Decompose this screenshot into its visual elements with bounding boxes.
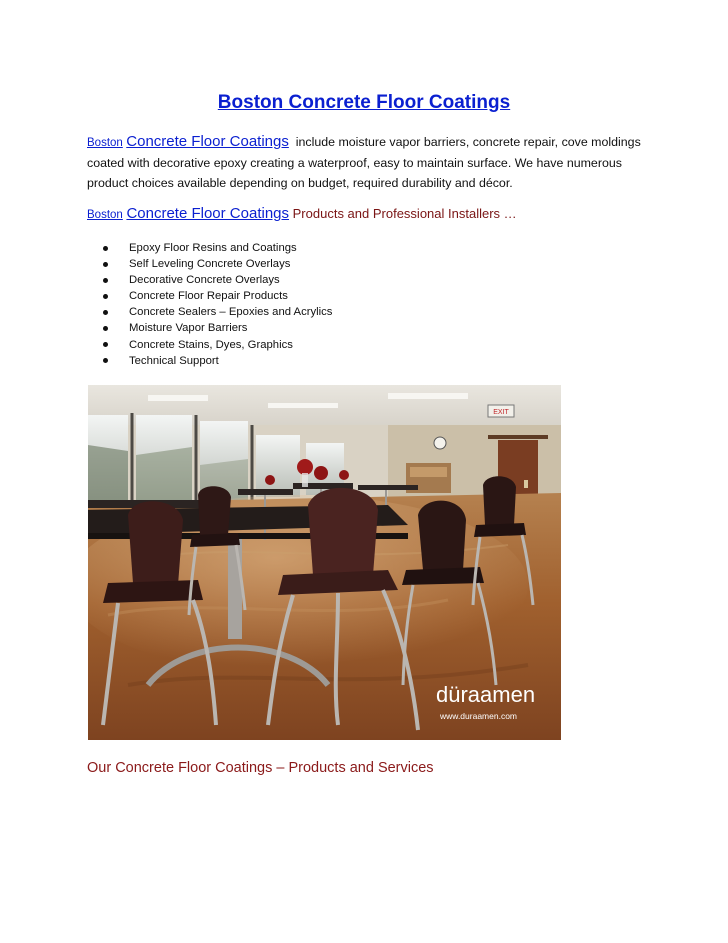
list-item: Epoxy Floor Resins and Coatings	[100, 240, 332, 256]
list-item: Moisture Vapor Barriers	[100, 320, 332, 336]
concrete-floor-coatings-link[interactable]: Concrete Floor Coatings	[126, 133, 289, 150]
exit-sign-text: EXIT	[493, 409, 509, 416]
intro-text: include moisture vapor barriers, concrete repair, cove moldings coated with decorative epoxy creating a waterproof, easy to maintain surface. We have numerous product choices available depending on budget, required durability and décor.	[87, 135, 641, 190]
list-item: Concrete Stains, Dyes, Graphics	[100, 337, 332, 353]
intro-paragraph	[87, 132, 657, 193]
subhead-boston-link[interactable]: Boston	[87, 209, 123, 221]
bullet-icon	[103, 342, 108, 347]
bullet-icon	[103, 262, 108, 267]
list-item: Technical Support	[100, 353, 332, 369]
list-item: Concrete Sealers – Epoxies and Acrylics	[100, 304, 332, 320]
list-item: Concrete Floor Repair Products	[100, 288, 332, 304]
services-heading: Our Concrete Floor Coatings – Products and Services	[87, 760, 434, 776]
bullet-icon	[103, 246, 108, 251]
subhead-concrete-floor-coatings-link[interactable]: Concrete Floor Coatings	[126, 205, 290, 222]
cafeteria-floor-photo	[88, 385, 561, 740]
bullet-icon	[103, 294, 108, 299]
product-list	[100, 240, 332, 369]
page-title-link[interactable]: Boston Concrete Floor Coatings	[217, 92, 511, 113]
products-subheading	[87, 203, 687, 226]
list-item: Decorative Concrete Overlays	[100, 272, 332, 288]
subhead-text: Products and Professional Installers …	[292, 206, 517, 221]
list-item: Self Leveling Concrete Overlays	[100, 256, 332, 272]
boston-link[interactable]: Boston	[87, 137, 123, 149]
bullet-icon	[103, 310, 108, 315]
bullet-icon	[103, 358, 108, 363]
brand-url-watermark: www.duraamen.com	[440, 711, 518, 721]
bullet-icon	[103, 326, 108, 331]
page-title[interactable]	[0, 91, 728, 115]
photo-illustration	[88, 385, 561, 740]
bullet-icon	[103, 278, 108, 283]
brand-watermark: düraamen	[436, 682, 536, 707]
